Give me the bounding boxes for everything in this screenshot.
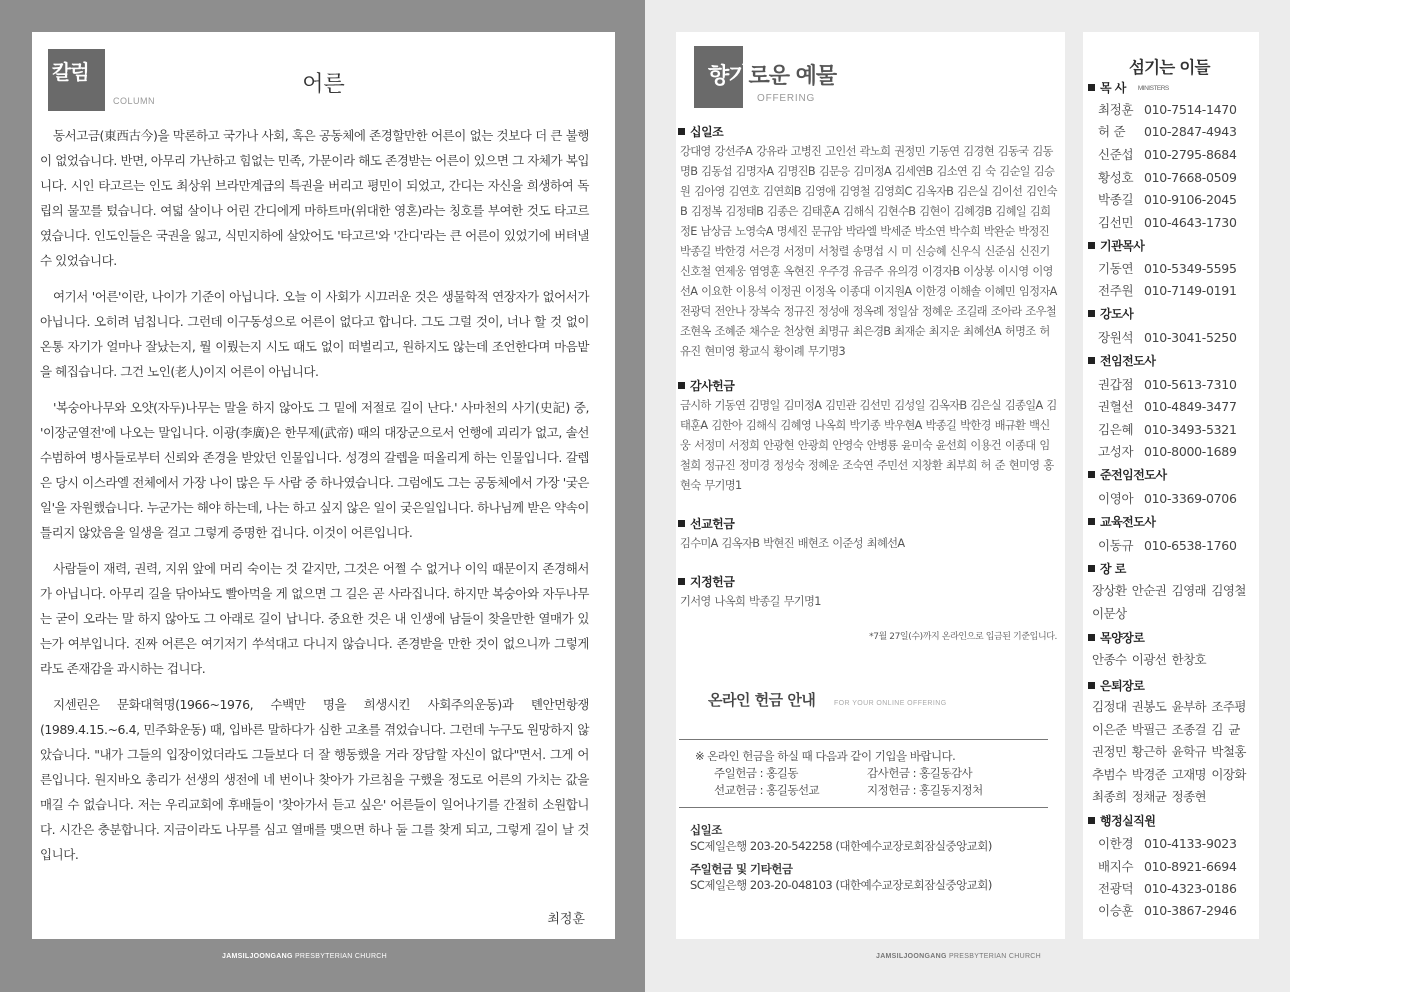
section-heading: 선교헌금 — [678, 515, 1058, 532]
column-label: 칼럼 — [52, 60, 89, 84]
column-body — [40, 123, 589, 878]
offering-page — [676, 32, 1065, 939]
example-text: 감사헌금 : 홍길동감사 — [867, 766, 973, 780]
minister-row: 황성호 010-7668-0509 — [1098, 170, 1237, 185]
ministers-title: 섬기는 이들 — [1129, 58, 1210, 77]
bullet-square-icon — [678, 382, 685, 389]
section-heading: 전임전도사 — [1088, 352, 1155, 369]
offering-section-mission — [678, 515, 1058, 554]
footer-brand-right: JAMSILJOONGANG PRESBYTERIAN CHURCH — [876, 953, 1042, 960]
elder-pastor-names: 안종수 이광선 한창호 — [1092, 652, 1207, 667]
bank-account-tithe: 십일조 SC제일은행 203-20-542258 (대한예수교장로회잠실중앙교회) — [690, 823, 992, 853]
ministers-page — [1083, 32, 1259, 939]
offering-label: 향기로운 예물 — [708, 64, 837, 89]
minister-row: 허 준 010-2847-4943 — [1098, 124, 1237, 139]
bullet-square-icon — [1088, 310, 1095, 317]
section-heading: 강도사 — [1088, 305, 1133, 322]
bullet-square-icon — [678, 578, 685, 585]
example-text: 주일헌금 : 홍길동 — [714, 766, 798, 780]
section-heading: 감사헌금 — [678, 377, 1058, 394]
bullet-square-icon — [1088, 682, 1095, 689]
elder-names: 장상환 안순권 김영래 김영철 이문상 — [1092, 583, 1246, 621]
offering-label-en: OFFERING — [757, 93, 816, 104]
minister-row: 권갑점 010-5613-7310 — [1098, 377, 1237, 392]
staff-row: 이승훈 010-3867-2946 — [1098, 903, 1237, 918]
section-heading: 목 사 MINISTERS — [1088, 79, 1169, 96]
bank-account-general: 주일헌금 및 기타헌금 SC제일은행 203-20-048103 (대한예수교장로회잠실중앙교회) — [690, 862, 992, 892]
minister-row: 장원석 010-3041-5250 — [1098, 330, 1237, 345]
offering-names: 기서영 나옥희 박종길 무기명1 — [680, 595, 821, 608]
minister-row: 김선민 010-4643-1730 — [1098, 215, 1237, 230]
minister-row: 박종길 010-9106-2045 — [1098, 192, 1237, 207]
offering-names: 강대영 강선주A 강유라 고병진 고인선 곽노희 권정민 기동연 김경현 김동국 김동명B 김동섭 김명자A 김명진B 김문응 김미정A 김세연B 김소연 김 숙 김순일 김승원 김아영 김연호 김연희B 김영애 김영철 김영희C 김옥자B 김은실 김이선 김인숙B 김정복 김정태B 김종은 김태훈A 김해식 김현수B 김현이 김혜경B 김혜일 김희정E 남상금 노영숙A 명세진 문규암 박라엘 박세준 박소연 박수희 박완순 박정진 박종길 박한경 서은경 서정미 서청렬 송명섭 시 미 신승혜 신우식 신준심 신진기 신호철 연제웅 염영훈 옥현진 우주경 유금주 유의경 이경자B 이상봉 이시영 이영선A 이요한 이용석 이정권 이정옥 이종대 이지원A 이한경 이해솔 이혜민 임정자A 전광덕 전안나 장복숙 정규진 정성애 정옥례 정일삼 정혜운 조길래 조아라 조우철 조현옥 조혜준 채수운 천상현 최명규 최은경B 최재순 최지운 최혜선A 허명조 허유진 현미영 황교식 황이례 무기명3 — [680, 145, 1057, 358]
divider — [679, 807, 1048, 808]
offering-section-thanks — [678, 377, 1058, 496]
minister-row: 권혈선 010-4849-3477 — [1098, 399, 1237, 414]
staff-row: 배지수 010-8921-6694 — [1098, 859, 1237, 874]
staff-row: 이한경 010-4133-9023 — [1098, 836, 1237, 851]
column-paragraph: 사람들이 재력, 권력, 지위 앞에 머리 숙이는 것 같지만, 그것은 어쩔 수 없거나 이익 때문이지 존경해서가 아닙니다. 아무리 길을 닦아놔도 빨아먹을 게 없으면 그 길은 곧 사라집니다. 하지만 복숭아와 자두나무는 굳이 오라는 말 하지 않아도 그 아래로 길이 납니다. 중요한 것은 내 인생에 남들이 찾을만한 열매가 있는가 여부입니다. 진짜 어른은 여기저기 쑤석대고 다니지 않습니다. 존경받을 만한 것이 없으니까 그렇게라도 존재감을 과시하는 겁니다. — [40, 561, 589, 676]
column-paragraph: 지센린은 문화대혁명(1966~1976, 수백만 명을 희생시킨 사회주의운동)과 톈안먼항쟁(1989.4.15.~6.4, 민주화운동) 때, 입바른 말하다가 심한 고초를 겪었습니다. 그런데 누구도 원망하지 않았습니다. "내가 그들의 입장이었더라도 그들보다 더 잘 행동했을 거라 장담할 자신이 없다"면서. 그게 어른입니다. 원지바오 총리가 선생의 생전에 네 번이나 찾아가 가르침을 구했을 정도로 어른의 가치는 값을 매길 수 없습니다. 저는 우리교회에 후배들이 '찾아가서 듣고 싶은' 어른들이 일어나기를 간절히 소원합니다. 시간은 충분합니다. 지금이라도 나무를 심고 열매를 맺으면 하나 둘 그를 찾게 되고, 그렇게 길이 날 것입니다. — [40, 697, 589, 862]
offering-section-tithe — [678, 123, 1058, 362]
online-instruction-text: ※ 온라인 헌금을 하실 때 다음과 같이 기입을 바랍니다. — [695, 749, 956, 763]
online-offering-subtitle: FOR YOUR ONLINE OFFERING — [834, 700, 947, 707]
column-title: 어른 — [302, 72, 345, 97]
minister-row: 전주원 010-7149-0191 — [1098, 283, 1237, 298]
bullet-square-icon — [678, 128, 685, 135]
minister-row: 고성자 010-8000-1689 — [1098, 444, 1237, 459]
example-text: 선교헌금 : 홍길동선교 — [714, 783, 820, 797]
section-heading: 장 로 — [1088, 560, 1126, 577]
section-heading: 기관목사 — [1088, 237, 1144, 254]
section-heading: 행정실직원 — [1088, 812, 1155, 829]
offering-section-designated — [678, 573, 1058, 612]
offering-note: *7월 27일(수)까지 온라인으로 입금된 기준입니다. — [869, 632, 1057, 642]
column-label-en: COLUMN — [113, 96, 156, 106]
minister-row: 김은혜 010-3493-5321 — [1098, 422, 1237, 437]
bullet-square-icon — [1088, 634, 1095, 641]
offering-names: 김수미A 김옥자B 박현진 배현조 이준성 최혜선A — [680, 537, 905, 550]
minister-row: 신준섭 010-2795-8684 — [1098, 147, 1237, 162]
section-heading: 지정헌금 — [678, 573, 1058, 590]
bullet-square-icon — [1088, 817, 1095, 824]
column-paragraph: '복숭아나무와 오얏(자두)나무는 말을 하지 않아도 그 밑에 저절로 길이 난다.' 사마천의 사기(史記) 중, '이장군열전'에 나오는 말입니다. 이광(李廣)은 한무제(武帝) 때의 대장군으로서 언행에 괴리가 없고, 솔선수범하여 병사들로부터 신뢰와 존경을 받았던 인물입니다. 성경의 갈렙을 떠올리게 하는 인물입니다. 갈렙은 당시 이스라엘 전체에서 가장 나이 많은 두 사람 중 하나였습니다. 그럼에도 그는 공동체에서 가장 '궂은일'을 자원했습니다. 누군가는 해야 하는데, 나는 하고 싶지 않은 일이 궂은일입니다. 하나님께 받은 약속이 틀리지 않았음을 일생을 걸고 그렇게 증명한 겁니다. 이것이 어른입니다. — [40, 400, 589, 540]
bullet-square-icon — [1088, 242, 1095, 249]
minister-row: 이영아 010-3369-0706 — [1098, 491, 1237, 506]
section-heading: 준전임전도사 — [1088, 466, 1167, 483]
staff-row: 전광덕 010-4323-0186 — [1098, 881, 1237, 896]
bullet-square-icon — [1088, 518, 1095, 525]
section-heading: 은퇴장로 — [1088, 677, 1144, 694]
footer-brand-left: JAMSILJOONGANG PRESBYTERIAN CHURCH — [222, 953, 388, 960]
column-paragraph: 동서고금(東西古今)을 막론하고 국가나 사회, 혹은 공동체에 존경할만한 어른이 없는 것보다 더 큰 불행이 없었습니다. 반면, 아무리 가난하고 힘없는 민족, 가문이라 해도 존경받는 어른이 있으면 그 자체가 복입니다. 시인 타고르는 인도 최상위 브라만계급의 특권을 버리고 평민이 되었고, 간디는 자신을 희생하여 독립의 물꼬를 텄습니다. 여덟 살이나 어린 간디에게 마하트마(위대한 영혼)라는 칭호를 부여한 것도 타고르였습니다. 인도인들은 국권을 잃고, 식민지하에 살았어도 '타고르'와 '간디'라는 큰 어른이 있었기에 버텨낼 수 있었습니다. — [40, 128, 589, 268]
bullet-square-icon — [1088, 357, 1095, 364]
retired-elder-names: 김정대 권봉도 윤부하 조주평 이은준 박필근 조종걸 김 균 권정민 황근하 윤학규 박철홍 추범수 박경준 고재명 이장화 최종희 정채균 정종현 — [1092, 699, 1246, 805]
bullet-square-icon — [1088, 471, 1095, 478]
column-author: 최정훈 — [547, 912, 585, 927]
section-heading: 십일조 — [678, 123, 1058, 140]
column-page — [32, 32, 615, 939]
online-offering-title: 온라인 헌금 안내 — [708, 691, 816, 709]
divider — [679, 739, 1048, 740]
bullet-square-icon — [1088, 565, 1095, 572]
minister-row: 기동연 010-5349-5595 — [1098, 261, 1237, 276]
minister-row: 이동규 010-6538-1760 — [1098, 538, 1237, 553]
bullet-square-icon — [678, 520, 685, 527]
example-text: 지정헌금 : 홍길동지정처 — [867, 783, 983, 797]
bullet-square-icon — [1088, 84, 1095, 91]
offering-names: 금시하 기동연 김명일 김미정A 김민관 김선민 김성일 김옥자B 김은실 김종일A 김태훈A 김한아 김해식 김혜영 나옥희 박기종 박우현A 박종길 박한경 배규환 백신웅 서정미 서정희 안광현 안광희 안영숙 안병룡 윤미숙 윤선희 이용건 이종대 임철희 정규진 정미경 정성숙 정혜운 조숙연 주민선 지창환 최부희 허 준 현미영 홍현숙 무기명1 — [680, 399, 1057, 492]
section-heading: 목양장로 — [1088, 629, 1144, 646]
minister-row: 최정훈 010-7514-1470 — [1098, 102, 1237, 117]
online-instructions — [695, 748, 1020, 799]
column-paragraph: 여기서 '어른'이란, 나이가 기준이 아닙니다. 오늘 이 사회가 시끄러운 것은 생물학적 연장자가 없어서가 아닙니다. 오히려 넘칩니다. 그런데 이구동성으로 어른이 없다고 합니다. 그도 그럴 것이, 너나 할 것 없이 온통 자기가 얼마나 잘났는지, 뭘 이뤘는지 시도 때도 없이 떠벌리고, 원하지도 않는데 조언한다며 마음밭을 헤집습니다. 그건 노인(老人)이지 어른이 아닙니다. — [40, 289, 589, 379]
section-heading: 교육전도사 — [1088, 513, 1155, 530]
